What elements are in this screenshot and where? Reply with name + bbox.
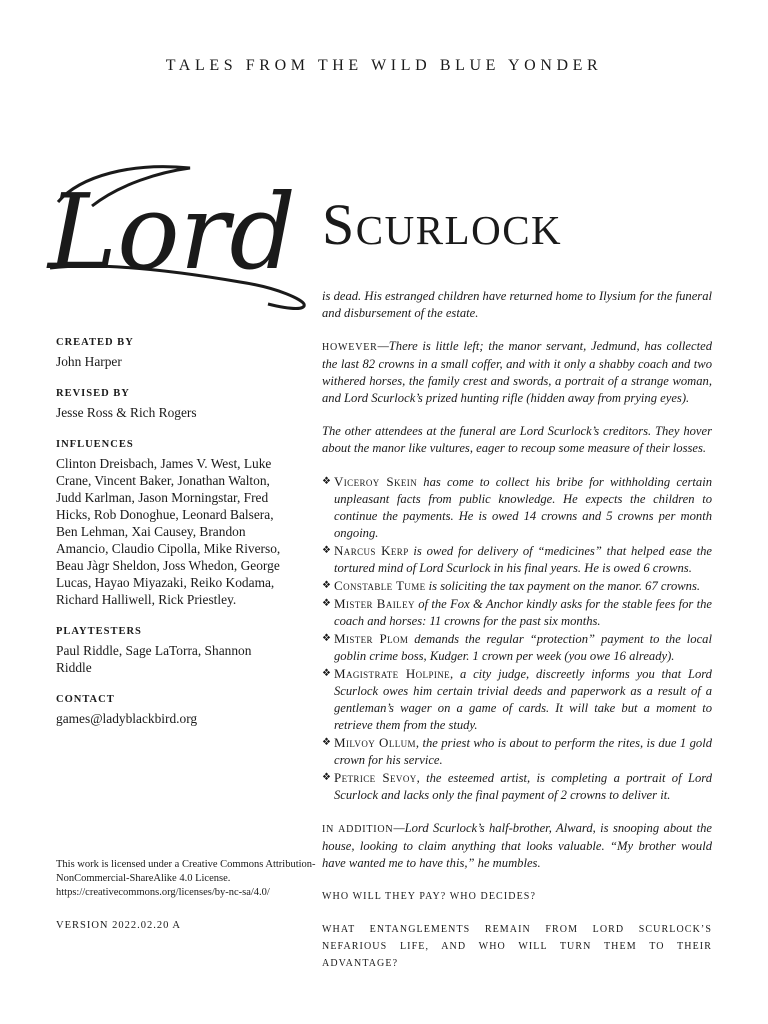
creditor-list bbox=[322, 473, 712, 804]
creditor-text: is owed for delivery of “medicines” that helped ease the tortured mind of Lord Scurlock in his final years. He is owed 6 crowns. bbox=[334, 544, 712, 575]
creditor-text: , a city judge, discreetly informs you that Lord Scurlock owes him certain trivial deeds and paperwork as a result of a gentleman’s wager on a game of cards. It will take but a moment to retrieve them from the study. bbox=[334, 667, 712, 732]
lord-script-text: Lord bbox=[48, 171, 296, 293]
playtesters-value: Paul Riddle, Sage LaTorra, Shannon Riddle bbox=[56, 643, 252, 675]
addition-lead: IN ADDITION bbox=[322, 824, 394, 835]
creditor-name: Magistrate Holpine bbox=[334, 666, 451, 681]
however-lead: HOWEVER bbox=[322, 342, 378, 353]
diamond-bullet-icon: ❖ bbox=[322, 772, 331, 783]
license-text: This work is licensed under a Creative Commons Attribution-NonCommercial-ShareAlike 4.0 License. https://creativecommons.org/licenses/by-nc-sa/4.0/ bbox=[56, 859, 316, 898]
diamond-bullet-icon: ❖ bbox=[322, 633, 331, 644]
diamond-bullet-icon: ❖ bbox=[322, 545, 331, 556]
list-item bbox=[322, 665, 712, 734]
question-who-pays: WHO WILL THEY PAY? WHO DECIDES? bbox=[322, 891, 536, 902]
creditor-name: Constable Tume bbox=[334, 578, 426, 593]
creditor-name: Milvoy Ollum bbox=[334, 735, 416, 750]
revised-by-label: REVISED BY bbox=[56, 388, 130, 399]
creditor-text: of the Fox & Anchor kindly asks for the stable fees for the coach and horses: 11 crowns for the past six months. bbox=[334, 597, 713, 628]
creditor-text: has come to collect his bribe for withholding certain unpleasant facts from public knowledge. He expects the children to continue the payments. He is owed 14 crowns and 5 crowns per month ongoing. bbox=[334, 475, 713, 540]
list-item bbox=[322, 769, 712, 804]
influences-label: INFLUENCES bbox=[56, 439, 134, 450]
list-item bbox=[322, 473, 712, 542]
contact-email[interactable]: games@ladyblackbird.org bbox=[56, 711, 198, 726]
list-item bbox=[322, 595, 712, 630]
diamond-bullet-icon: ❖ bbox=[322, 598, 331, 609]
page-title: Scurlock bbox=[322, 192, 563, 257]
addition-paragraph bbox=[322, 820, 712, 872]
diamond-bullet-icon: ❖ bbox=[322, 737, 331, 748]
credits-column bbox=[56, 334, 288, 742]
creditor-name: Mister Plom bbox=[334, 631, 409, 646]
list-item bbox=[322, 542, 712, 577]
influences-value: Clinton Dreisbach, James V. West, Luke Crane, Vincent Baker, Jonathan Walton, Judd Karlman, Jason Morningstar, Fred Hicks, Rob Donoghue, Leonard Balsera, Ben Lehman, Xai Causey, Brandon Amancio, Claudio Cipolla, Mike Riverso, Beau Jàgr Sheldon, Joss Whedon, George Lucas, Hayao Miyazaki, Reiko Kodama, Richard Halliwell, Rick Priestley. bbox=[56, 456, 281, 607]
creditor-text: , the esteemed artist, is completing a portrait of Lord Scurlock and lacks only the final payment of 2 crowns to deliver it. bbox=[334, 771, 713, 802]
creditor-name: Viceroy Skein bbox=[334, 474, 418, 489]
playtesters-label: PLAYTESTERS bbox=[56, 626, 142, 637]
diamond-bullet-icon: ❖ bbox=[322, 580, 331, 591]
list-item bbox=[322, 734, 712, 769]
creditor-text: , the priest who is about to perform the rites, is due 1 gold crown for his service. bbox=[334, 736, 712, 767]
creditor-text: is soliciting the tax payment on the manor. 67 crowns. bbox=[425, 579, 700, 593]
creditor-name: Mister Bailey bbox=[334, 596, 415, 611]
created-by-label: CREATED BY bbox=[56, 337, 134, 348]
diamond-bullet-icon: ❖ bbox=[322, 668, 331, 679]
creditor-name: Petrice Sevoy bbox=[334, 770, 417, 785]
creditor-text: demands the regular “protection” payment to the local goblin crime boss, Kudger. 1 crown per week (you owe 16 already). bbox=[334, 632, 712, 663]
intro-paragraph: is dead. His estranged children have returned home to Ilysium for the funeral and disbursement of the estate. bbox=[322, 289, 712, 320]
main-body bbox=[322, 288, 712, 972]
addition-text: —Lord Scurlock’s half-brother, Alward, is snooping about the house, looking to claim anything that looks valuable. “My brother would have wanted me to have this,” he mumbles. bbox=[322, 821, 713, 870]
list-item bbox=[322, 630, 712, 665]
contact-label: CONTACT bbox=[56, 694, 115, 705]
script-lettering-graphic bbox=[40, 150, 330, 315]
however-text: —There is little left; the manor servant, Jedmund, has collected the last 82 crowns in a small coffer, and with it only a shabby coach and two withered horses, the family crest and swords, a portrait of a strange woman, and Lord Scurlock’s prized hunting rifle (hidden away from prying eyes). bbox=[322, 339, 712, 405]
question-entanglements: WHAT ENTANGLEMENTS REMAIN FROM LORD SCURLOCK’S NEFARIOUS LIFE, AND WHO WILL TURN THEM TO THEIR ADVANTAGE? bbox=[322, 924, 712, 969]
lord-script-logo bbox=[40, 150, 330, 315]
diamond-bullet-icon: ❖ bbox=[322, 476, 331, 487]
series-title: TALES FROM THE WILD BLUE YONDER bbox=[165, 57, 603, 74]
list-item bbox=[322, 577, 712, 595]
creditor-name: Narcus Kerp bbox=[334, 543, 409, 558]
created-by-value: John Harper bbox=[56, 354, 122, 369]
however-paragraph bbox=[322, 338, 712, 407]
version-label: VERSION 2022.02.20 A bbox=[56, 920, 182, 931]
creditors-intro: The other attendees at the funeral are Lord Scurlock’s creditors. They hover about the manor like vultures, eager to recoup some measure of their losses. bbox=[322, 424, 712, 455]
revised-by-value: Jesse Ross & Rich Rogers bbox=[56, 405, 197, 420]
